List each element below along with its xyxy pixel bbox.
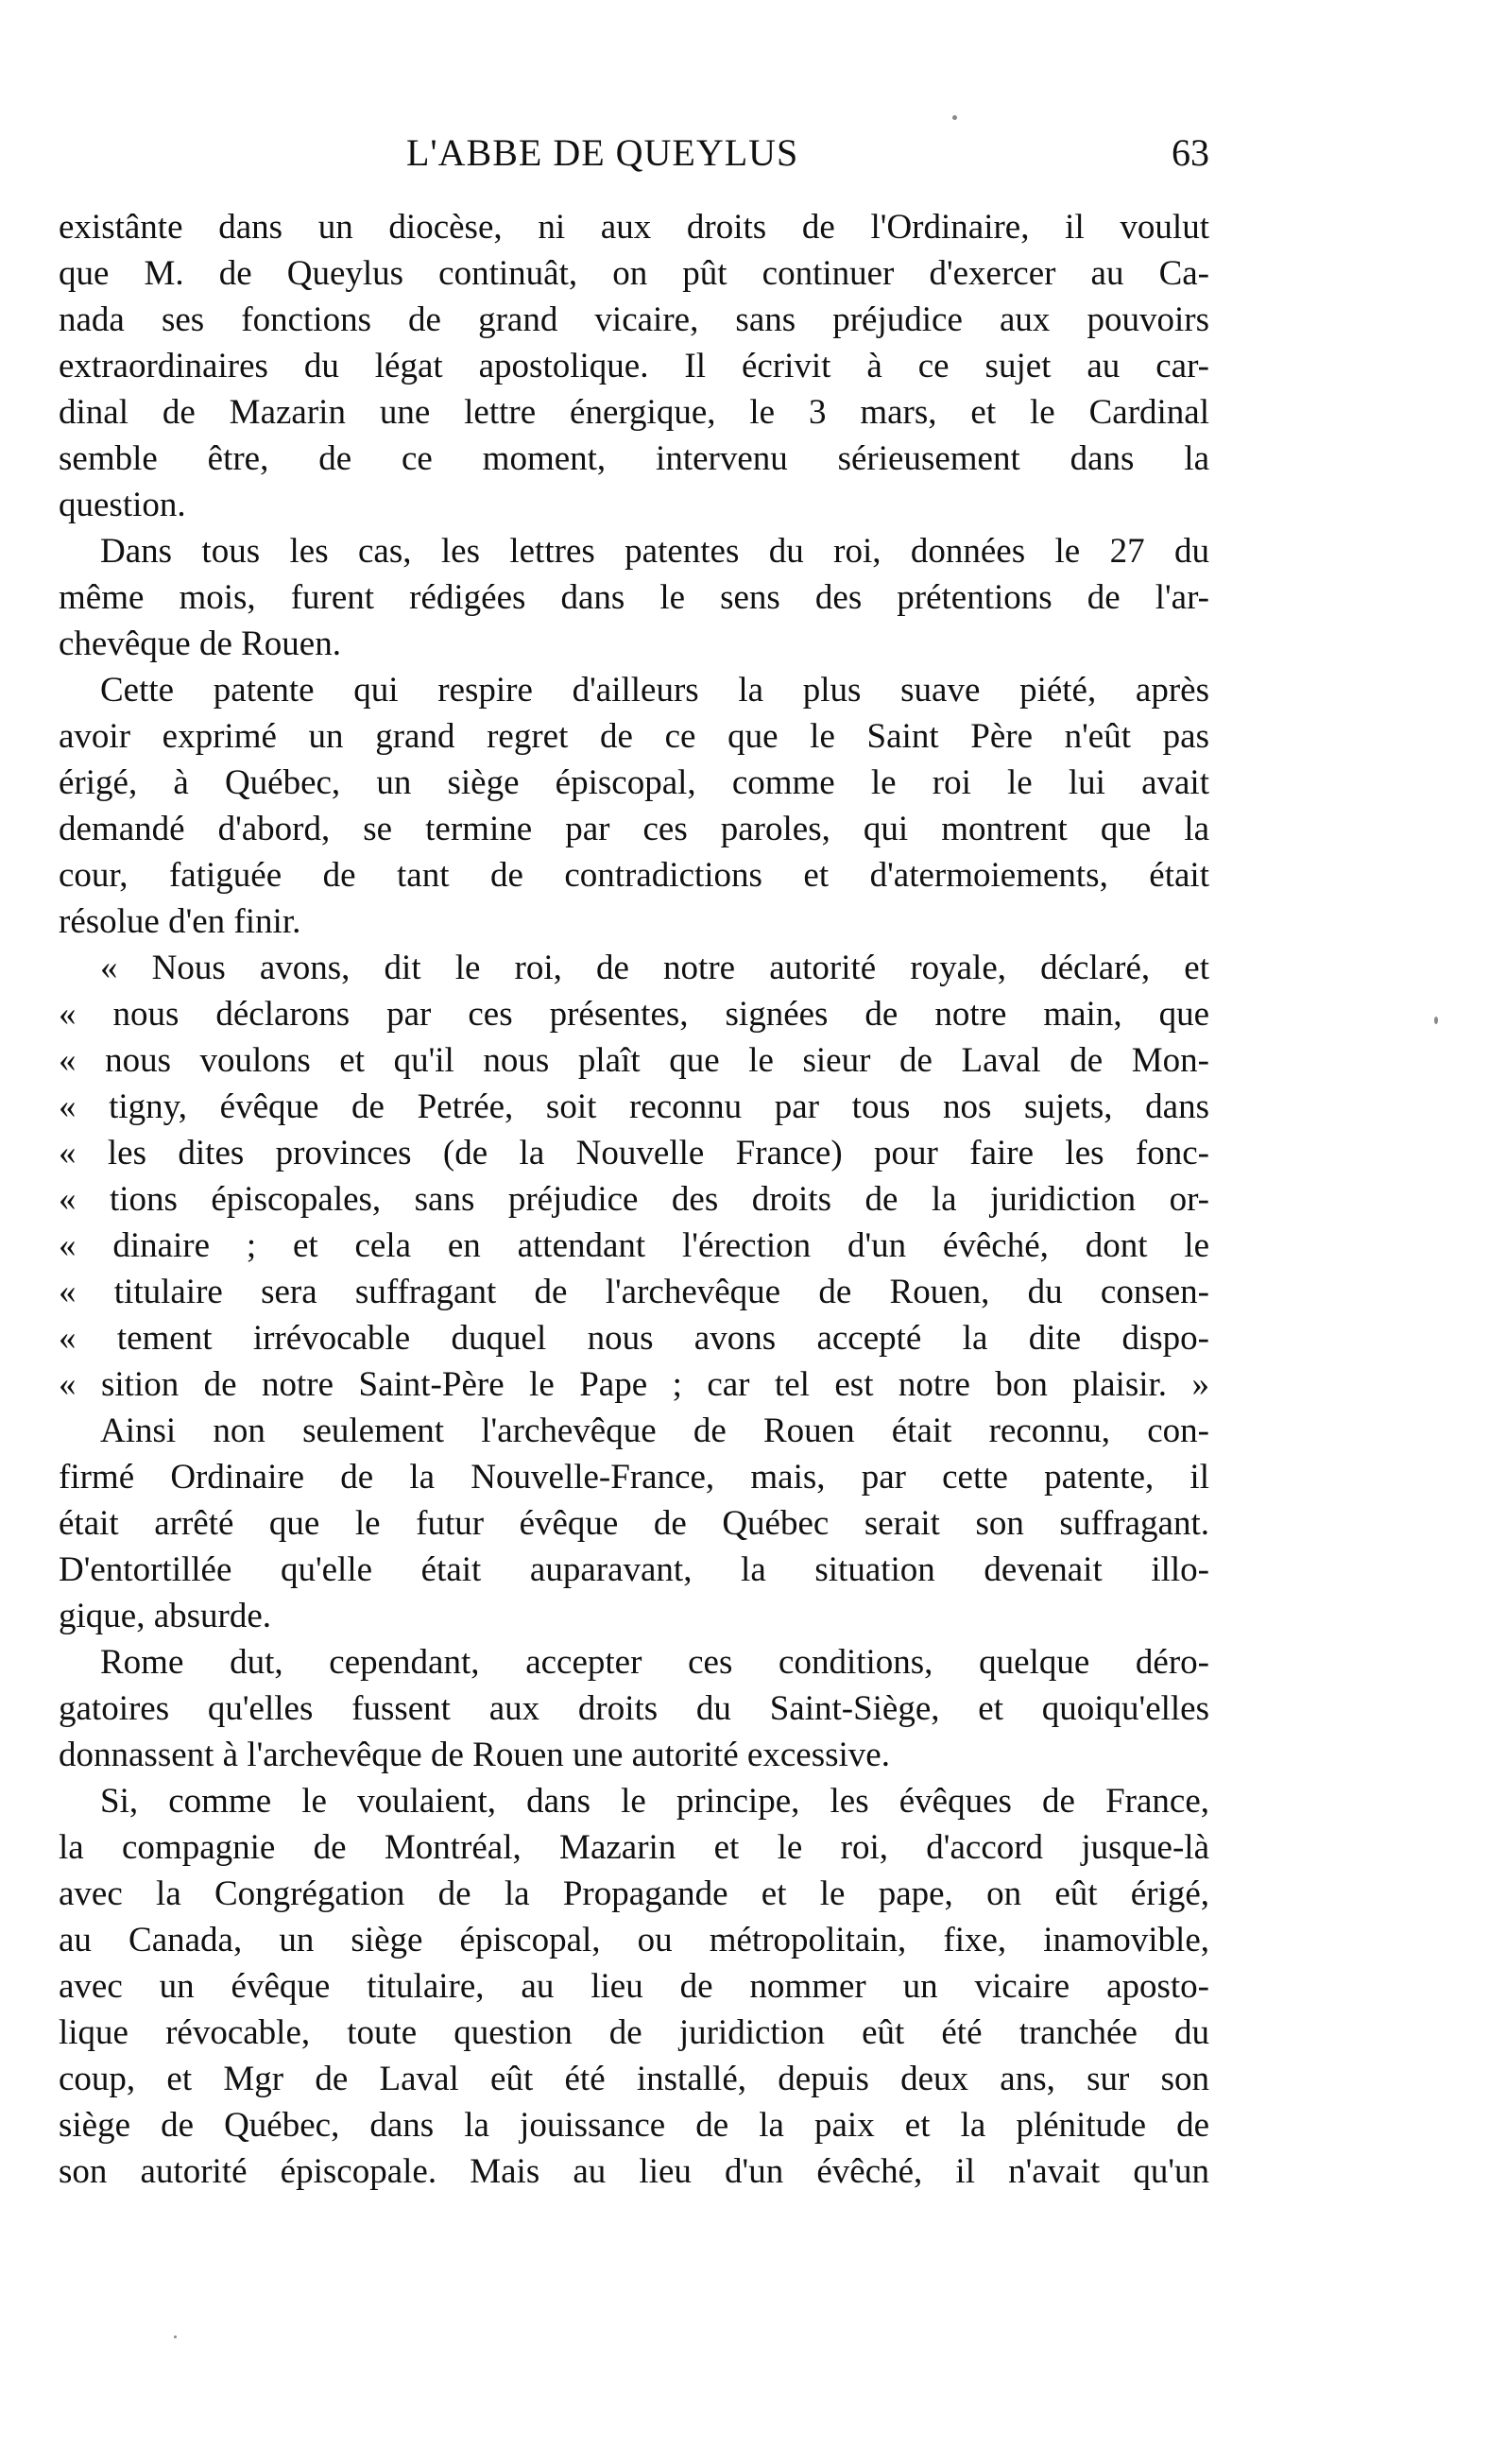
running-title: L'ABBE DE QUEYLUS xyxy=(406,131,799,174)
text-line: avec la Congrégation de la Propagande et le pape, on eût érigé, xyxy=(59,1874,1209,1913)
text-line: siège de Québec, dans la jouissance de la paix et la plénitude de xyxy=(59,2106,1209,2145)
text-line: Cette patente qui respire d'ailleurs la plus suave piété, après xyxy=(100,671,1209,710)
text-line: la compagnie de Montréal, Mazarin et le roi, d'accord jusque-là xyxy=(59,1828,1209,1867)
text-line: résolue d'en finir. xyxy=(59,902,301,941)
running-head xyxy=(57,130,1209,178)
text-line: Ainsi non seulement l'archevêque de Rouen était reconnu, con- xyxy=(100,1412,1209,1450)
page-number: 63 xyxy=(1172,131,1209,174)
scan-speck xyxy=(174,2336,177,2338)
quote-line: « tigny, évêque de Petrée, soit reconnu par tous nos sujets, dans xyxy=(59,1087,1209,1126)
text-line: même mois, furent rédigées dans le sens des prétentions de l'ar- xyxy=(59,578,1209,617)
text-line: gatoires qu'elles fussent aux droits du Saint-Siège, et quoiqu'elles xyxy=(59,1689,1209,1728)
text-line: demandé d'abord, se termine par ces paroles, qui montrent que la xyxy=(59,810,1209,848)
text-line: D'entortillée qu'elle était auparavant, la situation devenait illo- xyxy=(59,1550,1209,1589)
text-line: extraordinaires du légat apostolique. Il écrivit à ce sujet au car- xyxy=(59,347,1209,385)
body-text xyxy=(59,204,1209,2195)
quote-line: « nous voulons et qu'il nous plaît que le sieur de Laval de Mon- xyxy=(59,1041,1209,1080)
text-line: firmé Ordinaire de la Nouvelle-France, mais, par cette patente, il xyxy=(59,1458,1209,1497)
text-line: avec un évêque titulaire, au lieu de nommer un vicaire aposto- xyxy=(59,1967,1209,2006)
text-line: coup, et Mgr de Laval eût été installé, depuis deux ans, sur son xyxy=(59,2060,1209,2098)
text-line: Dans tous les cas, les lettres patentes du roi, données le 27 du xyxy=(100,532,1209,571)
text-line: au Canada, un siège épiscopal, ou métropolitain, fixe, inamovible, xyxy=(59,1921,1209,1959)
text-line: existânte dans un diocèse, ni aux droits de l'Ordinaire, il voulut xyxy=(59,208,1209,247)
text-line: dinal de Mazarin une lettre énergique, le 3 mars, et le Cardinal xyxy=(59,393,1209,432)
quote-line: « Nous avons, dit le roi, de notre autorité royale, déclaré, et xyxy=(100,949,1209,987)
text-line: cour, fatiguée de tant de contradictions et d'atermoiements, était xyxy=(59,856,1209,895)
text-line: était arrêté que le futur évêque de Québec serait son suffragant. xyxy=(59,1504,1209,1543)
quote-line: « les dites provinces (de la Nouvelle France) pour faire les fonc- xyxy=(59,1134,1209,1172)
text-line: Rome dut, cependant, accepter ces conditions, quelque déro- xyxy=(100,1643,1209,1682)
text-line: son autorité épiscopale. Mais au lieu d'un évêché, il n'avait qu'un xyxy=(59,2152,1209,2191)
quote-line: « sition de notre Saint-Père le Pape ; car tel est notre bon plaisir. » xyxy=(59,1365,1209,1404)
text-line: lique révocable, toute question de juridiction eût été tranchée du xyxy=(59,2013,1209,2052)
text-line: question. xyxy=(59,486,186,524)
text-line: nada ses fonctions de grand vicaire, sans préjudice aux pouvoirs xyxy=(59,300,1209,339)
text-line: érigé, à Québec, un siège épiscopal, comme le roi le lui avait xyxy=(59,763,1209,802)
text-line: semble être, de ce moment, intervenu sérieusement dans la xyxy=(59,439,1209,478)
text-line: chevêque de Rouen. xyxy=(59,625,341,663)
quote-line: « titulaire sera suffragant de l'archevêque de Rouen, du consen- xyxy=(59,1273,1209,1311)
text-line: que M. de Queylus continuât, on pût continuer d'exercer au Ca- xyxy=(59,254,1209,293)
text-line: donnassent à l'archevêque de Rouen une autorité excessive. xyxy=(59,1736,890,1774)
scan-speck xyxy=(952,115,957,120)
quote-line: « nous déclarons par ces présentes, signées de notre main, que xyxy=(59,995,1209,1034)
quote-line: « dinaire ; et cela en attendant l'érection d'un évêché, dont le xyxy=(59,1226,1209,1265)
text-line: Si, comme le voulaient, dans le principe, les évêques de France, xyxy=(100,1782,1209,1821)
quote-line: « tions épiscopales, sans préjudice des droits de la juridiction or- xyxy=(59,1180,1209,1219)
quote-line: « tement irrévocable duquel nous avons accepté la dite dispo- xyxy=(59,1319,1209,1358)
text-line: avoir exprimé un grand regret de ce que le Saint Père n'eût pas xyxy=(59,717,1209,756)
text-line: gique, absurde. xyxy=(59,1597,272,1635)
scan-speck xyxy=(1434,1017,1438,1024)
